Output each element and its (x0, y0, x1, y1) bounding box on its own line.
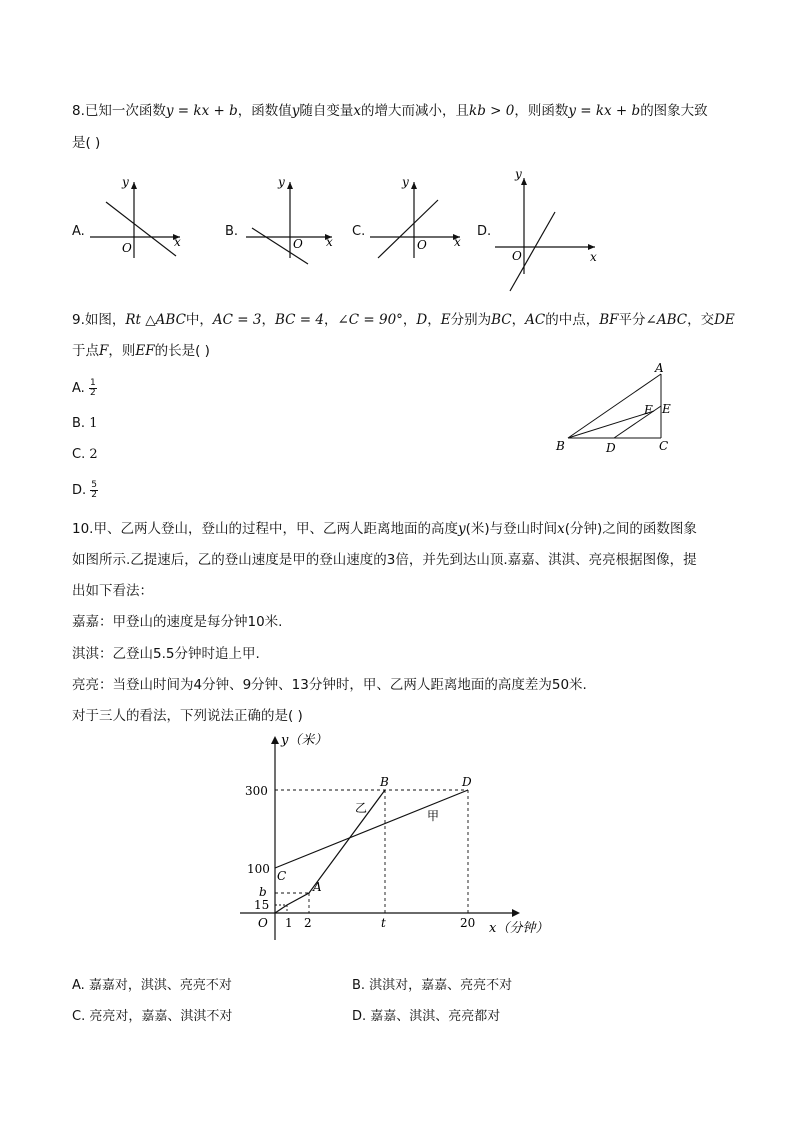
q8-option-b-graph (240, 172, 340, 262)
series-jia-line (275, 790, 468, 868)
q9-math: Rt △ABC (125, 312, 186, 328)
origin-label: O (258, 916, 268, 930)
q9-option-c-value: 2 (89, 447, 98, 462)
q9-text: ， (323, 312, 338, 328)
origin-label: O (122, 241, 132, 255)
series-jia-label: 甲 (427, 809, 440, 823)
x-tick-t: t (381, 916, 386, 930)
point-f-label: F (644, 403, 653, 417)
denominator: 2 (91, 490, 98, 500)
q8-text: 已知一次函数 (84, 103, 166, 119)
q10-text: 10.甲、乙两人登山，登山的过程中，甲、乙两人距离地面的高度 (72, 521, 458, 537)
q8-var-x: x (353, 103, 362, 119)
point-a-label: A (655, 361, 664, 375)
q10-option-c[interactable]: C. 亮亮对，嘉嘉、淇淇不对 (72, 1009, 233, 1024)
q10-question: 对于三人的看法，下列说法正确的是( ) (72, 708, 303, 724)
q9-math: ∠ABC (645, 312, 688, 328)
q8-text: 随自变量 (299, 103, 354, 119)
q9-text: 中， (185, 312, 213, 328)
q8-option-b-label[interactable]: B. (225, 224, 239, 239)
q9-math: BC = 4 (274, 312, 324, 328)
q9-option-c-label: C. (72, 447, 86, 462)
q9-math: EF (135, 343, 155, 359)
x-label: x (590, 250, 597, 264)
y-axis-arrow-icon (287, 182, 293, 189)
q9-option-b[interactable] (72, 414, 97, 434)
q8-option-c-graph (368, 172, 468, 262)
q9-math: DE (714, 312, 735, 328)
segment-bf (568, 411, 654, 438)
q10-view-qiqi: 淇淇：乙登山5.5分钟时追上甲. (72, 646, 260, 662)
q8-equation: y = kx + b (568, 103, 641, 119)
q9-option-a-label: A. (72, 381, 85, 396)
q9-stem-line2 (72, 341, 210, 361)
q9-text: ， (427, 312, 441, 328)
q9-option-b-label: B. (72, 416, 86, 431)
point-a-label: A (313, 880, 322, 894)
fraction (90, 481, 98, 500)
origin-label: O (417, 238, 427, 252)
q8-option-d-graph (493, 166, 603, 296)
q8-text: 的增大而减小，且 (361, 103, 470, 119)
q9-text: ，交 (687, 312, 715, 328)
y-label: y (278, 175, 285, 189)
q9-math: AC = 3 (212, 312, 262, 328)
denominator: 2 (89, 388, 96, 398)
x-axis-label: x（分钟） (489, 921, 549, 936)
point-c-label: C (277, 869, 287, 883)
numerator: 5 (91, 480, 98, 490)
y-axis-arrow-icon (411, 182, 417, 189)
y-axis-arrow-icon (131, 182, 137, 189)
q8-text: 的图象大致 (640, 103, 708, 119)
q10-view-liangliang: 亮亮：当登山时间为4分钟、9分钟、13分钟时，甲、乙两人距离地面的高度差为50米. (72, 677, 587, 693)
point-d-label: D (462, 775, 472, 789)
q9-option-b-value: 1 (89, 416, 98, 431)
q8-option-c-label[interactable]: C. (352, 224, 366, 239)
function-line (378, 200, 438, 258)
q8-text: ，则函数 (514, 103, 569, 119)
q9-option-a[interactable] (72, 379, 97, 399)
q10-stem-line2: 如图所示.乙提速后，乙的登山速度是甲的登山速度的3倍，并先到达山顶.嘉嘉、淇淇、亮亮根据图像，提 (72, 552, 697, 568)
q9-option-d-label: D. (72, 483, 87, 498)
numerator: 1 (89, 378, 96, 388)
point-e-label: E (662, 402, 671, 416)
q9-text: ，则 (108, 343, 136, 359)
series-yi-line (275, 790, 385, 913)
y-axis-label: y（米） (281, 733, 328, 748)
q10-var-y: y (457, 521, 466, 537)
q9-math: E (440, 312, 451, 328)
y-label: y (122, 175, 129, 189)
x-tick-2: 2 (304, 916, 312, 930)
q9-text: 平分 (618, 312, 646, 328)
q8-number: 8. (72, 103, 85, 119)
y-tick-100: 100 (247, 862, 270, 876)
q9-math: AC (525, 312, 546, 328)
segment-de (614, 406, 661, 438)
q10-stem-line3: 出如下看法： (72, 583, 153, 599)
q10-text: (米)与登山时间 (465, 521, 558, 537)
q9-math: ∠C = 90° (337, 312, 403, 328)
q8-option-a-graph (88, 172, 188, 262)
q10-option-a[interactable]: A. 嘉嘉对，淇淇、亮亮不对 (72, 978, 232, 993)
q10-option-b[interactable]: B. 淇淇对，嘉嘉、亮亮不对 (352, 978, 513, 993)
x-tick-20: 20 (460, 916, 476, 930)
q9-text: 的长是( ) (154, 343, 210, 359)
q8-option-a-label[interactable]: A. (72, 224, 85, 239)
q9-triangle-figure (550, 360, 680, 460)
q8-condition: kb > 0 (469, 103, 515, 119)
q10-view-jiajia: 嘉嘉：甲登山的速度是每分钟10米. (72, 614, 283, 630)
y-label: y (515, 167, 522, 181)
q10-graph (235, 730, 565, 945)
q10-text: (分钟)之间的函数图象 (564, 521, 697, 537)
q9-text: ， (261, 312, 275, 328)
series-yi-label: 乙 (355, 801, 368, 815)
q8-equation: y = kx + b (165, 103, 238, 119)
q9-math: BC (491, 312, 512, 328)
q9-option-d[interactable] (72, 481, 98, 501)
y-tick-15: 15 (254, 898, 270, 912)
q9-math: F (99, 343, 109, 359)
q9-text: 的中点， (545, 312, 600, 328)
fraction (89, 379, 97, 398)
q10-stem-line1 (72, 519, 697, 539)
q9-text: 9.如图， (72, 312, 126, 328)
q9-stem-line1 (72, 310, 735, 330)
q9-text: ， (511, 312, 526, 328)
q8-stem-line1 (72, 101, 708, 121)
point-d-label: D (606, 441, 616, 455)
origin-label: O (293, 237, 303, 251)
point-b-label: B (556, 439, 565, 453)
q8-var-y: y (291, 103, 300, 119)
x-axis-arrow-icon (512, 909, 520, 917)
function-line (106, 202, 176, 256)
y-axis-arrow-icon (271, 736, 279, 744)
x-tick-1: 1 (285, 916, 293, 930)
y-tick-b: b (259, 885, 267, 899)
point-c-label: C (659, 439, 669, 453)
q8-stem-line2: 是( ) (72, 135, 101, 151)
q8-option-d-label[interactable]: D. (477, 224, 492, 239)
q9-option-c[interactable] (72, 445, 98, 465)
y-label: y (402, 175, 409, 189)
y-axis-arrow-icon (521, 178, 527, 185)
x-label: x (174, 235, 181, 249)
q10-option-d[interactable]: D. 嘉嘉、淇淇、亮亮都对 (352, 1009, 501, 1024)
q8-text: ，函数值 (237, 103, 292, 119)
q9-text: 于点 (72, 343, 99, 359)
point-b-label: B (380, 775, 389, 789)
q9-math: BF (599, 312, 619, 328)
x-label: x (326, 235, 333, 249)
q10-var-x: x (557, 521, 565, 537)
x-label: x (454, 235, 461, 249)
q9-math: D (416, 312, 428, 328)
q9-text: 分别为 (450, 312, 492, 328)
q9-text: ， (402, 312, 417, 328)
origin-label: O (512, 249, 522, 263)
y-tick-300: 300 (245, 784, 268, 798)
